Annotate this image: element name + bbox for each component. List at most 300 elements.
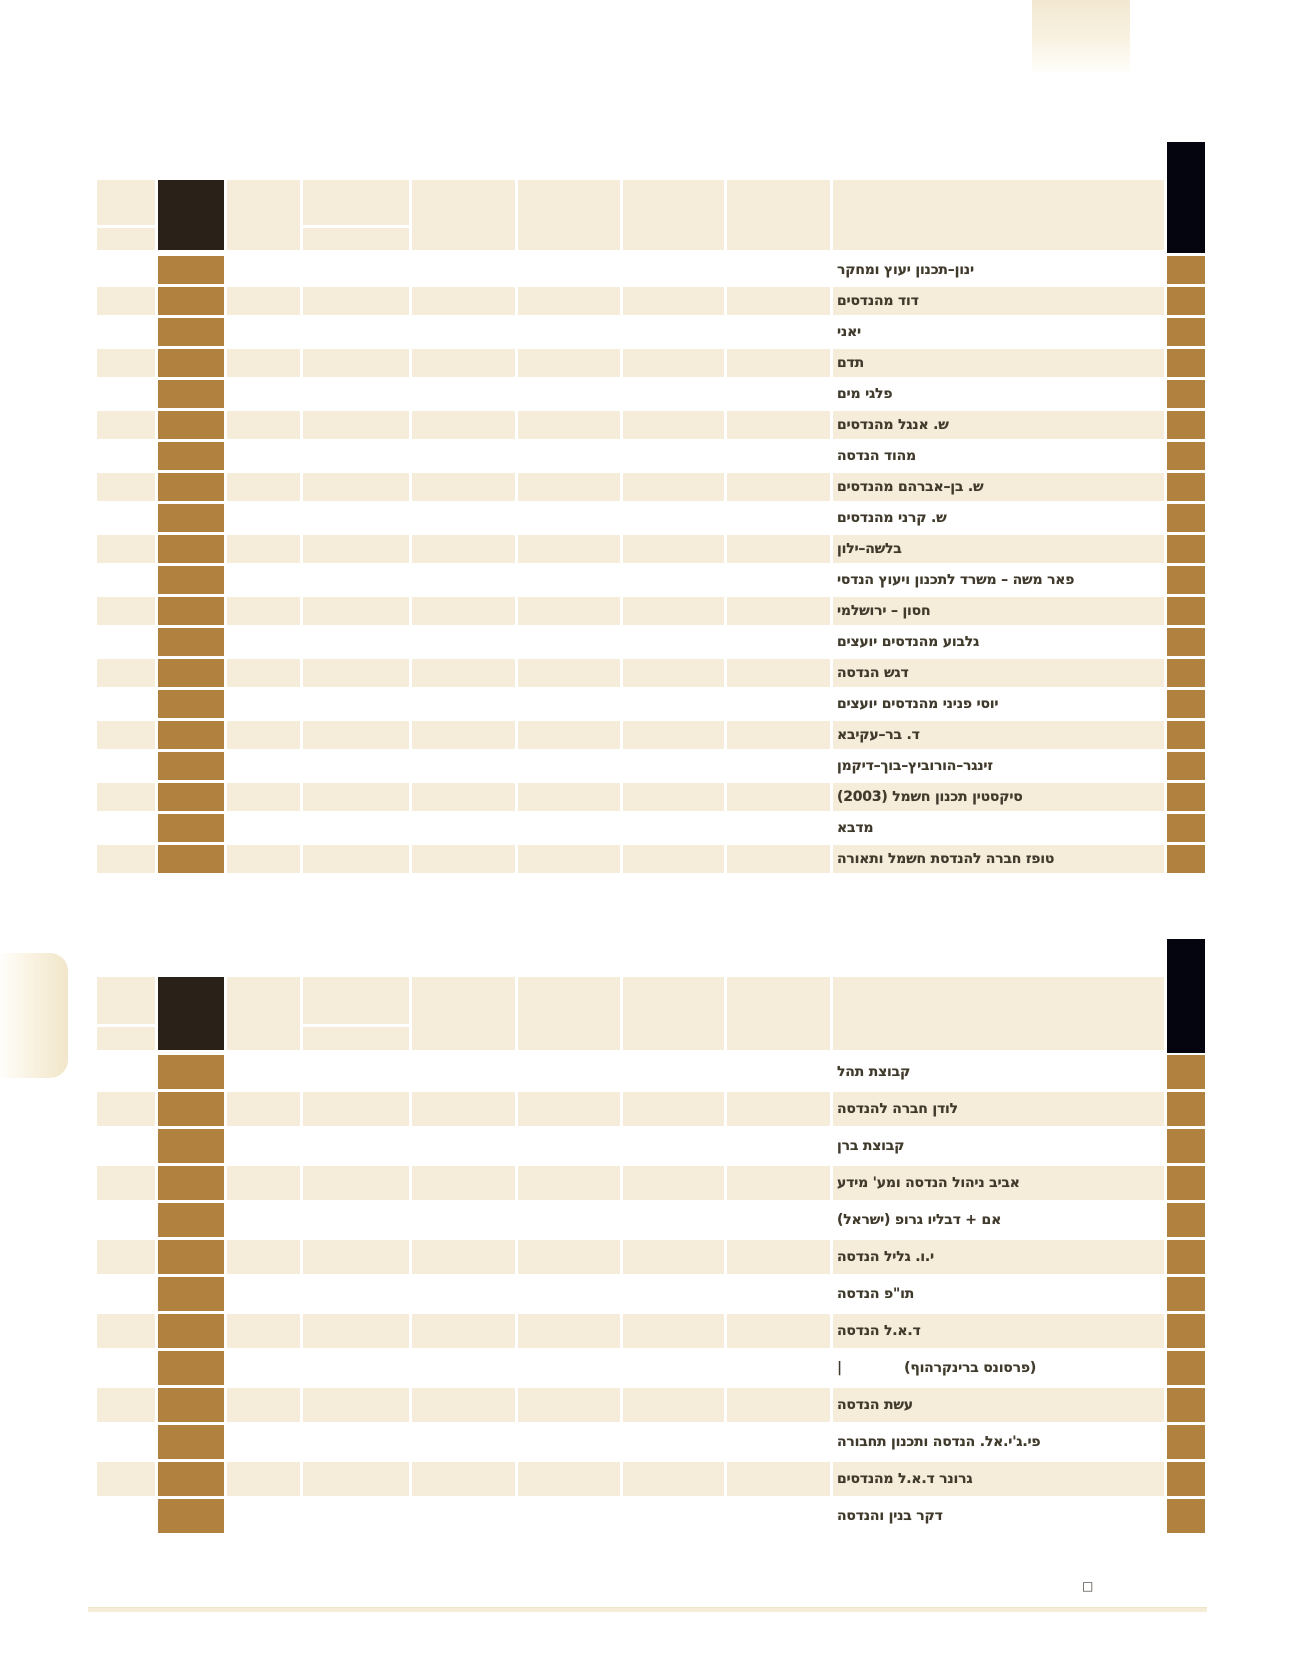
data-cell <box>303 597 409 625</box>
rating-cell <box>158 1351 224 1385</box>
rating-cell <box>158 1388 224 1422</box>
rating-cell <box>1167 349 1205 377</box>
header-cell <box>97 977 155 1024</box>
table-row <box>97 1129 1205 1163</box>
data-cell <box>97 287 155 315</box>
company-name: מדבא <box>837 820 874 836</box>
data-cell <box>518 1314 620 1348</box>
table-row <box>97 1092 1205 1126</box>
table-companies-top <box>97 180 1205 873</box>
data-cell <box>97 1277 155 1311</box>
rating-cell <box>1167 783 1205 811</box>
rating-cell <box>158 504 224 532</box>
data-cell <box>303 535 409 563</box>
rating-cell <box>158 1166 224 1200</box>
data-cell <box>518 690 620 718</box>
company-name-cell <box>833 690 1164 718</box>
rating-cell <box>158 1203 224 1237</box>
company-name-cell <box>833 411 1164 439</box>
data-cell <box>303 566 409 594</box>
data-cell <box>227 659 300 687</box>
company-name-cell <box>833 287 1164 315</box>
data-cell <box>727 1129 830 1163</box>
data-cell <box>623 1462 724 1496</box>
data-cell <box>97 411 155 439</box>
company-name-cell <box>833 504 1164 532</box>
data-cell <box>227 628 300 656</box>
data-cell <box>727 1203 830 1237</box>
table-row <box>97 318 1205 346</box>
data-cell <box>727 380 830 408</box>
table-row <box>97 256 1205 284</box>
rating-cell <box>1167 1166 1205 1200</box>
table-row <box>97 1425 1205 1459</box>
company-name: ד. בר–עקיבא <box>837 727 920 743</box>
rating-cell <box>158 1314 224 1348</box>
data-cell <box>227 721 300 749</box>
header-cell <box>833 977 1164 1050</box>
data-cell <box>518 1425 620 1459</box>
rating-cell <box>1167 256 1205 284</box>
data-cell <box>412 721 515 749</box>
rating-cell <box>158 1499 224 1533</box>
header-cell <box>623 977 724 1050</box>
data-cell <box>518 1462 620 1496</box>
top-right-decoration <box>1032 0 1130 72</box>
data-cell <box>518 1388 620 1422</box>
rating-cell <box>1167 1277 1205 1311</box>
table-row <box>97 566 1205 594</box>
rating-cell <box>1167 380 1205 408</box>
table-row <box>97 721 1205 749</box>
rating-cell <box>1167 1055 1205 1089</box>
bottom-rule <box>88 1607 1207 1612</box>
data-cell <box>623 597 724 625</box>
data-cell <box>623 442 724 470</box>
header-cell-split <box>303 977 409 1050</box>
header-cell <box>97 1027 155 1050</box>
data-cell <box>303 504 409 532</box>
data-cell <box>623 845 724 873</box>
rating-cell <box>1167 1462 1205 1496</box>
data-cell <box>227 1129 300 1163</box>
company-name-cell <box>833 752 1164 780</box>
table-row <box>97 690 1205 718</box>
table-row <box>97 1314 1205 1348</box>
company-name: טופז חברה להנדסת חשמל ותאורה <box>837 851 1055 867</box>
company-name: י.ו. גליל הנדסה <box>837 1249 934 1265</box>
rating-cell <box>158 442 224 470</box>
rating-cell <box>158 566 224 594</box>
rating-cell <box>1167 318 1205 346</box>
data-cell <box>227 1240 300 1274</box>
data-cell <box>623 566 724 594</box>
data-cell <box>623 628 724 656</box>
rating-cell <box>1167 628 1205 656</box>
company-name-cell <box>833 318 1164 346</box>
company-name: גלבוע מהנדסים יועצים <box>837 634 980 650</box>
data-cell <box>727 1462 830 1496</box>
data-cell <box>727 473 830 501</box>
company-name: תדם <box>837 355 864 371</box>
rating-cell <box>1167 1388 1205 1422</box>
company-name-cell <box>833 1314 1164 1348</box>
rating-cell <box>158 256 224 284</box>
rating-cell <box>1167 1203 1205 1237</box>
data-cell <box>727 566 830 594</box>
data-cell <box>623 1314 724 1348</box>
data-cell <box>412 597 515 625</box>
company-name: יאני <box>837 324 861 340</box>
company-name: ד.א.ל הנדסה <box>837 1323 921 1339</box>
data-cell <box>227 1166 300 1200</box>
data-cell <box>227 814 300 842</box>
data-cell <box>97 504 155 532</box>
header-cell <box>97 180 155 225</box>
data-cell <box>727 1055 830 1089</box>
company-name-cell <box>833 1351 1164 1385</box>
data-cell <box>227 442 300 470</box>
data-cell <box>97 1055 155 1089</box>
data-cell <box>518 287 620 315</box>
data-cell <box>623 349 724 377</box>
data-cell <box>227 349 300 377</box>
data-cell <box>727 1499 830 1533</box>
table-row <box>97 287 1205 315</box>
company-name: גרונר ד.א.ל מהנדסים <box>837 1471 973 1487</box>
data-cell <box>412 1462 515 1496</box>
data-cell <box>412 504 515 532</box>
data-cell <box>518 1129 620 1163</box>
data-cell <box>727 1425 830 1459</box>
data-cell <box>303 442 409 470</box>
company-name-cell <box>833 1055 1164 1089</box>
company-name: אם + דבליו גרופ (ישראל) <box>837 1212 1002 1228</box>
data-cell <box>518 1240 620 1274</box>
data-cell <box>412 1277 515 1311</box>
rating-cell <box>1167 845 1205 873</box>
data-cell <box>227 1388 300 1422</box>
data-cell <box>97 1166 155 1200</box>
company-name-cell <box>833 783 1164 811</box>
data-cell <box>227 256 300 284</box>
corner-block <box>1167 939 1205 1053</box>
rating-cell <box>158 1055 224 1089</box>
header-cell <box>518 180 620 250</box>
data-cell <box>97 1351 155 1385</box>
rating-cell <box>158 1092 224 1126</box>
data-cell <box>518 1092 620 1126</box>
data-cell <box>227 1203 300 1237</box>
data-cell <box>518 721 620 749</box>
header-cell <box>412 180 515 250</box>
data-cell <box>227 1425 300 1459</box>
company-name: קבוצת ברן <box>837 1138 905 1154</box>
data-cell <box>518 1166 620 1200</box>
table-row <box>97 597 1205 625</box>
company-name: יוסי פניני מהנדסים יועצים <box>837 696 999 712</box>
data-cell <box>227 318 300 346</box>
company-name-cell <box>833 1240 1164 1274</box>
data-cell <box>97 380 155 408</box>
company-name: ש. אנגל מהנדסים <box>837 417 949 433</box>
company-name: זינגר–הורוביץ–בוך–דיקמן <box>837 758 993 774</box>
header-cell <box>412 977 515 1050</box>
data-cell <box>623 318 724 346</box>
rating-cell <box>1167 1425 1205 1459</box>
rating-cell <box>158 690 224 718</box>
data-cell <box>97 597 155 625</box>
data-cell <box>227 1055 300 1089</box>
data-cell <box>303 721 409 749</box>
company-name-cell <box>833 256 1164 284</box>
company-name-cell <box>833 566 1164 594</box>
data-cell <box>227 783 300 811</box>
data-cell <box>303 783 409 811</box>
data-cell <box>97 721 155 749</box>
table-row <box>97 1462 1205 1496</box>
page-side-tab <box>0 953 68 1078</box>
data-cell <box>412 690 515 718</box>
data-cell <box>303 1351 409 1385</box>
data-cell <box>727 535 830 563</box>
data-cell <box>97 752 155 780</box>
company-name: סיקסטין תכנון חשמל (2003) <box>837 789 1023 805</box>
data-cell <box>727 287 830 315</box>
table-row <box>97 752 1205 780</box>
bar-glyph: | <box>837 1360 843 1376</box>
table-row <box>97 1240 1205 1274</box>
data-cell <box>623 287 724 315</box>
data-cell <box>727 597 830 625</box>
data-cell <box>303 1425 409 1459</box>
data-cell <box>303 1277 409 1311</box>
data-cell <box>412 411 515 439</box>
header-dark-cell <box>158 977 224 1050</box>
data-cell <box>97 442 155 470</box>
rating-cell <box>158 783 224 811</box>
data-cell <box>303 659 409 687</box>
data-cell <box>227 535 300 563</box>
company-name-cell <box>833 1277 1164 1311</box>
rating-cell <box>158 287 224 315</box>
data-cell <box>227 287 300 315</box>
company-name-cell <box>833 1166 1164 1200</box>
header-cell <box>518 977 620 1050</box>
data-cell <box>97 1129 155 1163</box>
data-cell <box>518 1203 620 1237</box>
data-cell <box>412 442 515 470</box>
data-cell <box>623 473 724 501</box>
company-name-cell <box>833 659 1164 687</box>
data-cell <box>412 659 515 687</box>
data-cell <box>97 1388 155 1422</box>
data-cell <box>518 473 620 501</box>
company-name: ש. בן–אברהם מהנדסים <box>837 479 984 495</box>
data-cell <box>727 1351 830 1385</box>
rating-cell <box>1167 1092 1205 1126</box>
rating-cell <box>1167 566 1205 594</box>
table-row <box>97 1055 1205 1089</box>
data-cell <box>727 442 830 470</box>
data-cell <box>623 1055 724 1089</box>
data-cell <box>303 814 409 842</box>
company-name-cell <box>833 597 1164 625</box>
table-rows <box>97 256 1205 873</box>
data-cell <box>412 783 515 811</box>
header-cell <box>727 977 830 1050</box>
data-cell <box>97 566 155 594</box>
company-name: חסון – ירושלמי <box>837 603 931 619</box>
company-name: עשת הנדסה <box>837 1397 913 1413</box>
data-cell <box>518 783 620 811</box>
data-cell <box>227 1499 300 1533</box>
data-cell <box>727 814 830 842</box>
data-cell <box>412 1351 515 1385</box>
header-cell-split <box>97 180 155 250</box>
data-cell <box>303 318 409 346</box>
data-cell <box>412 845 515 873</box>
data-cell <box>97 628 155 656</box>
data-cell <box>412 1203 515 1237</box>
table-row <box>97 628 1205 656</box>
data-cell <box>227 473 300 501</box>
data-cell <box>623 1240 724 1274</box>
table-row <box>97 1203 1205 1237</box>
data-cell <box>303 411 409 439</box>
company-name: ש. קרני מהנדסים <box>837 510 947 526</box>
company-name-cell <box>833 628 1164 656</box>
company-name-cell <box>833 473 1164 501</box>
data-cell <box>227 504 300 532</box>
data-cell <box>727 1240 830 1274</box>
company-name: מהוד הנדסה <box>837 448 916 464</box>
rating-cell <box>1167 411 1205 439</box>
data-cell <box>97 814 155 842</box>
data-cell <box>412 473 515 501</box>
company-name-cell <box>833 349 1164 377</box>
header-cell-split <box>97 977 155 1050</box>
rating-cell <box>1167 473 1205 501</box>
company-name: לודן חברה להנדסה <box>837 1101 958 1117</box>
table-row <box>97 1277 1205 1311</box>
company-name: (פרסונס ברינקרהוף) <box>904 1360 1037 1376</box>
rating-cell <box>158 752 224 780</box>
data-cell <box>97 349 155 377</box>
table-row <box>97 411 1205 439</box>
data-cell <box>412 1092 515 1126</box>
data-cell <box>623 1388 724 1422</box>
data-cell <box>303 349 409 377</box>
data-cell <box>623 659 724 687</box>
table-row <box>97 659 1205 687</box>
table-header <box>97 977 1205 1050</box>
company-name-cell <box>833 1388 1164 1422</box>
rating-cell <box>1167 287 1205 315</box>
company-name: דקר בנין והנדסה <box>837 1508 943 1524</box>
table-row <box>97 1499 1205 1533</box>
table-row <box>97 442 1205 470</box>
data-cell <box>412 752 515 780</box>
table-row <box>97 380 1205 408</box>
header-cell-split <box>303 180 409 250</box>
data-cell <box>303 1203 409 1237</box>
company-name-cell <box>833 442 1164 470</box>
data-cell <box>412 1388 515 1422</box>
table-rows <box>97 1055 1205 1533</box>
data-cell <box>518 597 620 625</box>
data-cell <box>518 349 620 377</box>
data-cell <box>227 1351 300 1385</box>
data-cell <box>518 659 620 687</box>
data-cell <box>303 1314 409 1348</box>
data-cell <box>227 752 300 780</box>
rating-cell <box>1167 752 1205 780</box>
data-cell <box>97 1203 155 1237</box>
rating-cell <box>1167 597 1205 625</box>
table-row <box>97 1388 1205 1422</box>
rating-cell <box>1167 721 1205 749</box>
rating-cell <box>1167 1499 1205 1533</box>
data-cell <box>727 318 830 346</box>
data-cell <box>518 504 620 532</box>
data-cell <box>227 380 300 408</box>
data-cell <box>303 628 409 656</box>
table-row <box>97 349 1205 377</box>
data-cell <box>518 411 620 439</box>
rating-cell <box>158 380 224 408</box>
data-cell <box>412 256 515 284</box>
data-cell <box>623 256 724 284</box>
data-cell <box>303 1240 409 1274</box>
data-cell <box>412 535 515 563</box>
company-name-cell <box>833 1425 1164 1459</box>
rating-cell <box>158 473 224 501</box>
data-cell <box>623 814 724 842</box>
rating-cell <box>158 535 224 563</box>
rating-cell <box>158 628 224 656</box>
company-name-cell <box>833 721 1164 749</box>
data-cell <box>97 783 155 811</box>
data-cell <box>623 535 724 563</box>
data-cell <box>623 1499 724 1533</box>
data-cell <box>727 256 830 284</box>
table-row <box>97 504 1205 532</box>
data-cell <box>227 411 300 439</box>
data-cell <box>412 1129 515 1163</box>
data-cell <box>412 349 515 377</box>
company-name-cell <box>833 1092 1164 1126</box>
rating-cell <box>158 1277 224 1311</box>
data-cell <box>623 1425 724 1459</box>
data-cell <box>303 1388 409 1422</box>
data-cell <box>623 1129 724 1163</box>
data-cell <box>727 721 830 749</box>
data-cell <box>97 1425 155 1459</box>
table-row <box>97 783 1205 811</box>
rating-cell <box>158 318 224 346</box>
rating-cell <box>158 845 224 873</box>
data-cell <box>623 504 724 532</box>
company-name: דגש הנדסה <box>837 665 909 681</box>
table-row <box>97 814 1205 842</box>
data-cell <box>412 1314 515 1348</box>
data-cell <box>623 1277 724 1311</box>
data-cell <box>412 628 515 656</box>
data-cell <box>518 1277 620 1311</box>
rating-cell <box>1167 659 1205 687</box>
data-cell <box>97 1092 155 1126</box>
